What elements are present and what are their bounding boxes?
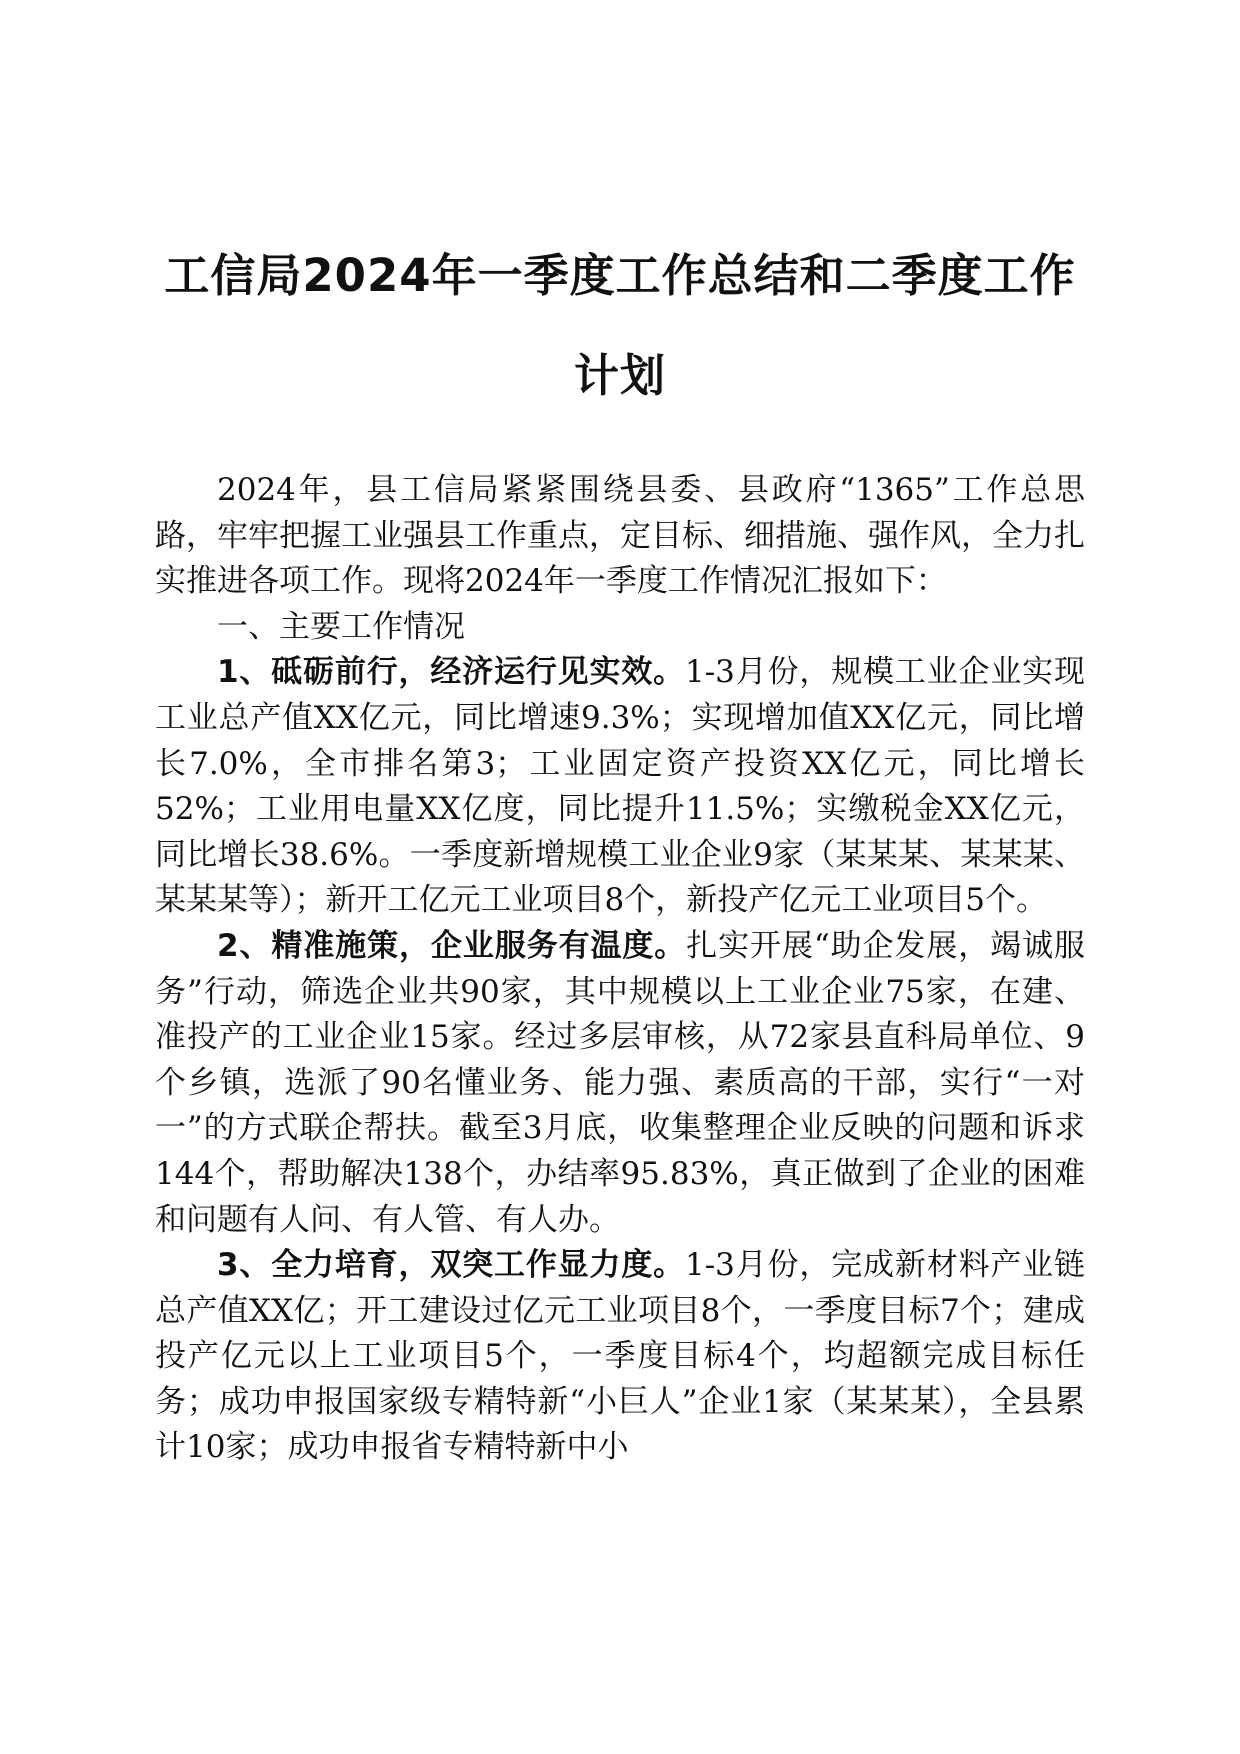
item-paragraph-3 [155, 1243, 1085, 1471]
item-text-3: 1-3月份，完成新材料产业链总产值XX亿；开工建设过亿元工业项目8个，一季度目标7个；建成投产亿元以上工业项目5个，一季度目标4个，均超额完成目标任务；成功申报国家级专精特新“小巨人”企业1家（某某某），全县累计10家；成功申报省专精特新中小 [155, 1247, 1086, 1466]
section-heading: 一、主要工作情况 [217, 608, 465, 645]
item-lead-2: 2、精准施策，企业服务有温度。 [217, 927, 687, 964]
item-lead-1: 1、砥砺前行，经济运行见实效。 [217, 654, 685, 691]
item-paragraph-2 [155, 924, 1085, 1243]
item-lead-3: 3、全力培育，双突工作显力度。 [217, 1247, 685, 1284]
intro-paragraph: 2024年，县工信局紧紧围绕县委、县政府“1365”工作总思路，牢牢把握工业强县工作重点，定目标、细措施、强作风，全力扎实推进各项工作。现将2024年一季度工作情况汇报如下： [155, 472, 1085, 600]
item-text-2: 扎实开展“助企发展，竭诚服务”行动，筛选企业共90家，其中规模以上工业企业75家，在建、准投产的工业企业15家。经过多层审核，从72家县直科局单位、9个乡镇，选派了90名懂业务、能力强、素质高的干部，实行“一对一”的方式联企帮扶。截至3月底，收集整理企业反映的问题和诉求144个，帮助解决138个，办结率95.83%，真正做到了企业的困难和问题有人问、有人管、有人办。 [155, 927, 1085, 1238]
item-text-1: 1-3月份，规模工业企业实现工业总产值XX亿元，同比增速9.3%；实现增加值XX亿元，同比增长7.0%，全市排名第3；工业固定资产投资XX亿元，同比增长52%；工业用电量XX亿度，同比提升11.5%；实缴税金XX亿元，同比增长38.6%。一季度新增规模工业企业9家（某某某、某某某、某某某等）；新开工亿元工业项目8个，新投产亿元工业项目5个。 [155, 654, 1086, 919]
item-paragraph-1 [155, 650, 1085, 924]
document-title [150, 226, 1090, 426]
document-body [155, 468, 1085, 1471]
title-line-2: 计划 [573, 349, 666, 402]
title-line-1: 工信局2024年一季度工作总结和二季度工作 [164, 249, 1076, 302]
